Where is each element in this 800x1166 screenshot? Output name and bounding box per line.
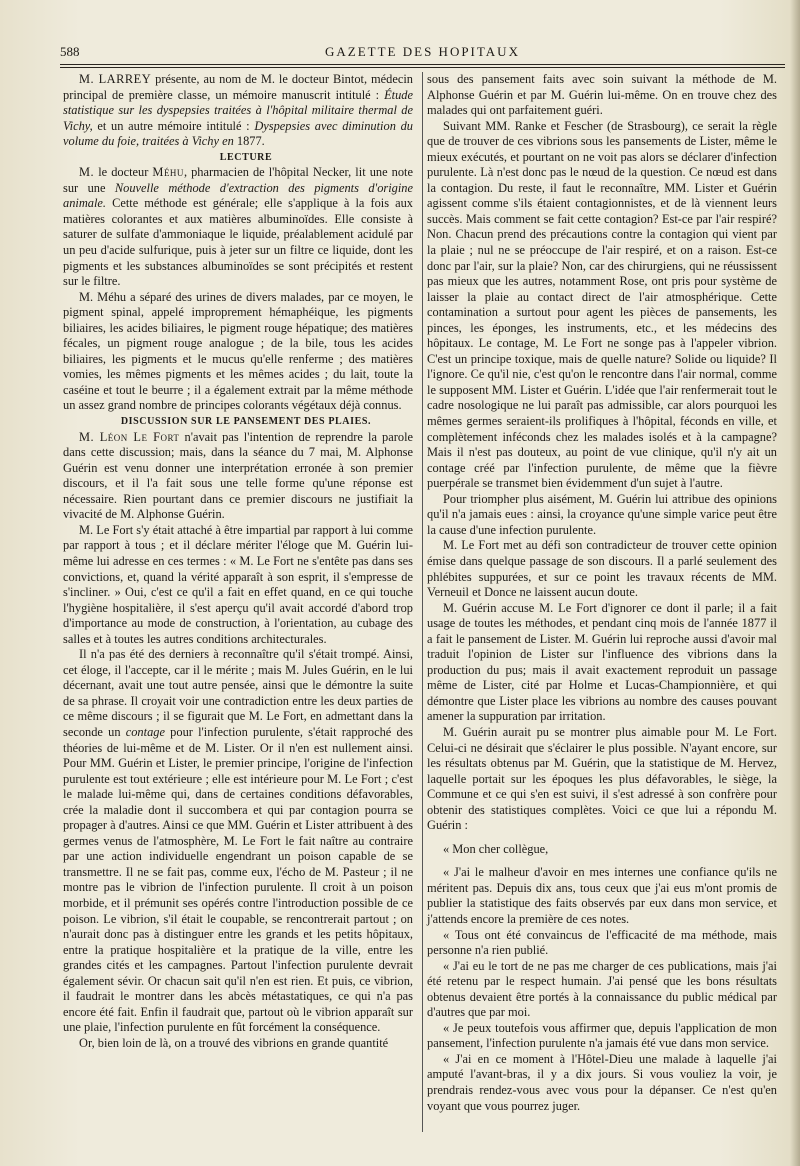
paragraph-ranke: Suivant MM. Ranke et Fescher (de Strasbourg), ce serait la règle que de trouver de ces vibrions sous les pansements de Lister, même le mieux exécutés, et pourtant on ne voit pas alors se déclarer d'infection purulente. Là n'est donc pas le nœud de la question. Ce nœud est dans la contagion. Du reste, il faut le reconnaître, MM. Lister et Guérin agissent comme s'ils étaient contagionnistes, et de là viennent leurs succès. Mais comment se fait cette contagion? Est-ce par l'air respiré? Non. Chacun prend des précautions contre la contagion qui vient par la plaie ; nul ne se préoccupe de l'air respiré, et on a raison. Est-ce donc par l'air, sur la plaie? Non, car des chirurgiens, qui ne réussissent pas mieux que les autres, notamment Rose, ont pris pour système de laisser la plaie au contact direct de l'air atmosphérique. Cette contamination a surtout pour agent les pièces de pansements, les pinces, les éponges, les instruments, etc., et les médecins des hôpitaux. Le contage, M. Le Fort ne songe pas à l'appeler vibrion. C'est un principe toxique, mais de quelle nature? Solide ou liquide? Il l'ignore. Ce qu'il nie, c'est qu'on le rencontre dans l'air normal, comme le supposent MM. Lister et Guérin. L'idée que l'air renfermerait tout le cadre nosologique ne lui paraît pas admissible, car alors pourquoi les mêmes germes seraient-ils prolifiques à l'hôpital, féconds en ville, et complètement inféconds chez les malades isolés et à la campagne? Mais il n'est pas douteux, au point de vue clinique, qu'il n'y ait un contage créé par l'infection purulente, de même que la fièvre puerpérale se transmet bien évidemment d'un sujet à l'autre. — [427, 118, 777, 491]
header-rule-bottom — [60, 67, 785, 68]
section-heading-discussion: DISCUSSION SUR LE PANSEMENT DES PLAIES. — [120, 416, 372, 428]
page-number: 588 — [60, 44, 80, 59]
left-column — [63, 72, 413, 1051]
paragraph-mehu-urines: M. Méhu a séparé des urines de divers malades, par ce moyen, le pigment spinal, appelé improprement hémaphéique, les pigments biliaires, les acides biliaires, le pigment rouge hépatique; des matières fécales, un pigment rouge analogue ; de la bile, tous les acides biliaires, les pigments et le mucus qu'elle renferme ; des matières vomies, les mêmes pigments et les mêmes acides ; du lait, toute la caséine et tout le beurre ; il a également extrait par la même méthode un assez grand nombre de principes colorants végétaux déjà connus. — [63, 289, 413, 413]
paragraph-contage: Il n'a pas été des derniers à reconnaître qu'il s'était trompé. Ainsi, cet éloge, il l'accepte, car il le mérite ; mais M. Jules Guérin, en le lui décernant, avait une tout autre pensée, ainsi que le démontre la suite de sa phrase. Il croyait voir une contradiction entre les deux parties de ce même discours ; il se figurait que M. Le Fort, en admettant dans la seconde un contage pour l'infection purulente, s'était rapproché des théories de lui-même et de M. Lister. Or il n'en est nullement ainsi. Pour MM. Guérin et Lister, le premier principe, l'origine de l'infection purulente est tout extérieure ; elle est intérieure pour M. Le Fort ; c'est le malade lui-même qui, dans de certaines conditions défavorables, crée la maladie dont il succombera et qui par contagion pourra se propager à d'autres. Ainsi ce que MM. Guérin et Lister attribuent à des germes venus de l'atmosphère, M. Le Fort le fait naître au contraire par une action individuelle engendrant un poison capable de se transmettre. Il ne se fait pas, comme eux, l'écho de M. Pasteur ; il ne montre pas le vibrion de l'infection purulente. Il croit à un poison morbide, et il prémunit ses opérés contre l'introduction possible de ce poison. Le vibrion, s'il était le coupable, se rencontrerait partout ; on n'aurait donc pas à distinguer entre les grands et les petits hôpitaux, entre la pratique hospitalière et la pratique de la ville, entre les grandes cités et les campagnes. Partout l'infection purulente devrait également sévir. Or chacun sait qu'il n'en est rien. Et puis, ce vibrion, il faudrait le montrer dans les abcès métastatiques, ce qui n'a pas encore été fait. Enfin il faudrait que, partout où le vibrion apparaît sur une plaie, l'infection purulente en fût forcément la conséquence. — [63, 647, 413, 1035]
paragraph-pansement: sous des pansement faits avec soin suivant la méthode de M. Alphonse Guérin et par M. Guérin lui-même. On en trouve chez des malades qui ont parfaitement guéri. — [427, 72, 777, 118]
paragraph-defi: M. Le Fort met au défi son contradicteur de trouver cette opinion émise dans quelque passage de son discours. Il a parlé seulement des phlébites suppurées, et sur ce point les travaux récents de MM. Verneuil et Donce ne laissent aucun doute. — [427, 538, 777, 600]
paragraph-triompher: Pour triompher plus aisément, M. Guérin lui attribue des opinions qu'il n'a jamais eues : ainsi, la croyance qu'une simple varice peut être la cause d'une infection purulente. — [427, 491, 777, 537]
paragraph-larrey: M. LARREY présente, au nom de M. le docteur Bintot, médecin principal de première classe, un mémoire manuscrit intitulé : Étude statistique sur les dyspepsies traitées à l'hôpital militaire thermal de Vichy, et un autre mémoire intitulé : Dyspepsies avec diminution du volume du foie, traitées à Vichy en 1877. — [63, 72, 413, 149]
letter-paragraph-tort: « J'ai eu le tort de ne pas me charger de ces publications, mais j'ai été retenu par le respect humain. J'ai pensé que les bons résultats obtenus devaient être portés à la connaissance du public médical par d'autres que par moi. — [427, 958, 777, 1020]
paragraph-mehu: M. le docteur Méhu, pharmacien de l'hôpital Necker, lit une note sur une Nouvelle méthode d'extraction des pigments d'origine animale. Cette méthode est générale; elle s'applique à la fois aux matières colorantes et aux matières albuminoïdes. Elle consiste à saturer de sulfate d'ammoniaque le liquide, préalablement acidulé par un peu d'acide sulfurique, puis à jeter sur un filtre ce liquide, dont les pigments et les substances albuminoïdes se sont précipités et restent sur le filtre. — [63, 165, 413, 289]
letter-salutation: « Mon cher collègue, — [443, 841, 549, 856]
column-divider — [422, 72, 423, 1132]
section-heading-lecture: LECTURE — [219, 151, 273, 163]
header-rule-top — [60, 64, 785, 65]
page-edge-shadow — [790, 0, 800, 1166]
letter-paragraph-hotel-dieu: « J'ai en ce moment à l'Hôtel-Dieu une malade à laquelle j'ai amputé l'avant-bras, il y a dix jours. Si vous vouliez la voir, je prendrais rendez-vous avec vous pour la dépanser. Ce n'est qu'en voyant que vous pourrez juger. — [427, 1051, 777, 1113]
journal-title: GAZETTE DES HOPITAUX — [325, 44, 520, 59]
letter-paragraph-convaincus: « Tous ont été convaincus de l'efficacité de ma méthode, mais personne n'a rien publié. — [427, 927, 777, 958]
paragraph-accuse: M. Guérin accuse M. Le Fort d'ignorer ce dont il parle; il a fait usage de toutes les méthodes, et pendant cinq mois de l'année 1877 il a fait le pansement de Lister. M. Guérin lui reproche aussi d'avoir mal traduit l'opinion de Lister sur l'influence des vibrions dans la production du pus; mais il avait exactement reproduit un passage même de Lister, cité par Holme et Lucas-Championnière, et qui démontre que Lister place les vibrions au nombre des causes pouvant amener la suppuration par irritation. — [427, 600, 777, 724]
paragraph-le-fort: M. Léon Le Fort n'avait pas l'intention de reprendre la parole dans cette discussion; mais, dans la séance du 7 mai, M. Alphonse Guérin est venu donner une interprétation erronée à son premier discours, et il l'a fait sous une telle forme qu'une réponse est nécessaire. Rien pourtant dans ce premier discours ne justifiait la vivacité de M. Alphonse Guérin. — [63, 429, 414, 522]
paragraph-impartial: M. Le Fort s'y était attaché à être impartial par rapport à lui comme par rapport à tous ; et il déclare mériter l'éloge que M. Guérin lui-même lui adresse en ces termes : « M. Le Fort ne s'entête pas dans ses convictions, et, quand la vérité apparaît à son esprit, il s'empresse de s'incliner. » Oui, c'est ce qu'il a fait en effet quand, en ce qui touche l'hygiène hospitalière, il s'est aperçu qu'il avait accordé d'abord trop d'importance au mode de construction, à l'orientation, au cubage des salles et à toutes les autres conditions architecturales. — [63, 522, 413, 646]
right-column — [427, 72, 777, 1114]
letter-paragraph-affirmer: « Je peux toutefois vous affirmer que, depuis l'application de mon pansement, l'infection purulente n'a jamais été vue dans mon service. — [427, 1020, 777, 1051]
paragraph-aimable: M. Guérin aurait pu se montrer plus aimable pour M. Le Fort. Celui-ci ne désirait que s'éclairer le plus possible. N'ayant encore, sur les résultats obtenus par M. Guérin, que la statistique de M. Hervez, laquelle portait sur les époques les plus défavorables, le siège, la Commune et ce qui s'en est suivi, il s'est adressé à son confrère pour obtenir des statistiques complètes. Voici ce que lui a répondu M. Guérin : — [427, 724, 777, 833]
letter-paragraph-internes: « J'ai le malheur d'avoir en mes internes une confiance qu'ils ne méritent pas. Depuis dix ans, tous ceux que j'ai eus m'ont promis de publier la statistique des faits observés par eux dans mon service, et j'attends encore la première de ces notes. — [427, 865, 777, 926]
paragraph-vibrions: Or, bien loin de là, on a trouvé des vibrions en grande quantité — [79, 1035, 389, 1050]
page-header — [60, 44, 785, 62]
